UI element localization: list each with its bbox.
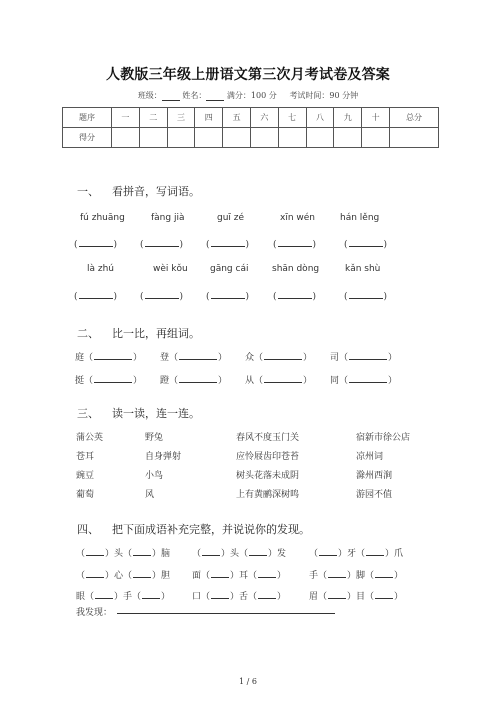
match-item[interactable]: 凉州词	[356, 452, 384, 462]
section2-number: 二、	[77, 327, 99, 340]
match-item[interactable]: 宿新市徐公店	[356, 433, 411, 443]
header-info	[0, 90, 496, 101]
match-item[interactable]: 风	[145, 490, 155, 500]
score-input-cell[interactable]	[362, 128, 390, 148]
pinyin: gāng cái	[210, 264, 249, 274]
answer-box[interactable]: ( )	[140, 292, 184, 302]
score-table-header-row	[63, 108, 439, 128]
answer-box[interactable]: ( )	[344, 292, 388, 302]
section2-heading	[77, 325, 200, 341]
section4-heading	[77, 521, 310, 537]
pinyin: xīn wén	[280, 213, 315, 223]
pinyin: là zhú	[87, 264, 115, 274]
page-number: 1 / 6	[239, 677, 257, 686]
match-item[interactable]: 葡萄	[76, 490, 95, 500]
compare-item[interactable]: 众（ ）	[245, 353, 313, 363]
match-item[interactable]: 小鸟	[145, 471, 164, 481]
score-table	[62, 107, 439, 148]
answer-box[interactable]: ( )	[74, 292, 118, 302]
score-input-cell[interactable]	[390, 128, 439, 148]
idiom-blank[interactable]: 眉（ ）目（ ）	[309, 592, 404, 602]
compare-item[interactable]: 挺（ ）	[75, 376, 143, 386]
match-item[interactable]: 应怜屐齿印苍苔	[236, 452, 300, 462]
score-table-score-row	[63, 128, 439, 148]
match-item[interactable]: 蒲公英	[76, 433, 104, 443]
match-item[interactable]: 树头花落未成阴	[236, 471, 300, 481]
pinyin: fàng jià	[151, 213, 185, 223]
pinyin: hán lěng	[340, 213, 380, 223]
answer-box[interactable]: ( )	[273, 240, 317, 250]
idiom-blank[interactable]: 口（ ）舌（ ）	[192, 592, 287, 602]
score-cell: 总分	[390, 108, 439, 128]
score-input-cell[interactable]	[306, 128, 334, 148]
discovery-answer-line[interactable]	[117, 613, 335, 614]
score-cell: 七	[278, 108, 306, 128]
answer-box[interactable]: ( )	[206, 292, 250, 302]
score-cell: 五	[223, 108, 251, 128]
idiom-blank[interactable]: （ ）牙（ ）爪	[309, 549, 404, 559]
section4-title: 把下面成语补充完整，并说说你的发现。	[112, 523, 310, 536]
score-cell: 一	[112, 108, 140, 128]
discovery-label: 我发现：	[76, 608, 113, 618]
pinyin: kǎn shù	[345, 264, 381, 274]
exam-time: 考试时间：90 分钟	[289, 91, 359, 100]
score-input-cell[interactable]	[167, 128, 195, 148]
class-blank[interactable]	[162, 91, 180, 101]
compare-item[interactable]: 登（ ）	[160, 353, 228, 363]
answer-box[interactable]: ( )	[74, 240, 118, 250]
score-cell: 题序	[63, 108, 112, 128]
answer-box[interactable]: ( )	[273, 292, 317, 302]
score-cell: 三	[167, 108, 195, 128]
compare-item[interactable]: 司（ ）	[330, 353, 398, 363]
score-cell: 二	[139, 108, 167, 128]
match-item[interactable]: 野兔	[145, 433, 164, 443]
answer-box[interactable]: ( )	[140, 240, 184, 250]
section1-heading	[77, 183, 200, 199]
compare-item[interactable]: 从（ ）	[245, 376, 313, 386]
idiom-blank[interactable]: （ ）心（ ）胆	[76, 571, 171, 581]
page-title: 人教版三年级上册语文第三次月考试卷及答案	[106, 67, 390, 83]
match-item[interactable]: 豌豆	[76, 471, 95, 481]
section1-title: 看拼音，写词语。	[112, 185, 200, 198]
idiom-blank[interactable]: （ ）头（ ）发	[192, 549, 287, 559]
full-score: 满分：100 分	[226, 91, 277, 100]
pinyin: shān dòng	[272, 264, 320, 274]
score-input-cell[interactable]	[250, 128, 278, 148]
score-cell: 九	[334, 108, 362, 128]
pinyin: wèi kǒu	[153, 264, 188, 274]
pinyin: guī zé	[217, 213, 245, 223]
idiom-blank[interactable]: 眼（ ）手（ ）	[76, 592, 171, 602]
compare-item[interactable]: 同（ ）	[330, 376, 398, 386]
compare-item[interactable]: 蹬（ ）	[160, 376, 228, 386]
score-input-cell[interactable]	[334, 128, 362, 148]
match-item[interactable]: 游园不值	[356, 490, 393, 500]
idiom-blank[interactable]: 手（ ）脚（ ）	[309, 571, 404, 581]
score-input-cell[interactable]	[139, 128, 167, 148]
match-item[interactable]: 自身弹射	[145, 452, 182, 462]
score-input-cell[interactable]	[278, 128, 306, 148]
match-item[interactable]: 苍耳	[76, 452, 95, 462]
answer-box[interactable]: ( )	[344, 240, 388, 250]
section3-heading	[77, 405, 200, 421]
name-blank[interactable]	[206, 91, 224, 101]
match-item[interactable]: 滁州西涧	[356, 471, 393, 481]
score-row-label: 得分	[63, 128, 112, 148]
match-item[interactable]: 上有黄鹂深树鸣	[236, 490, 300, 500]
section4-number: 四、	[77, 523, 99, 536]
score-cell: 四	[195, 108, 223, 128]
class-label: 班级：	[137, 91, 162, 100]
name-label: 姓名：	[182, 91, 207, 100]
pinyin: fú zhuāng	[80, 213, 125, 223]
compare-item[interactable]: 庭（ ）	[75, 353, 143, 363]
section3-number: 三、	[77, 407, 99, 420]
score-cell: 十	[362, 108, 390, 128]
idiom-blank[interactable]: 面（ ）耳（ ）	[192, 571, 287, 581]
score-input-cell[interactable]	[112, 128, 140, 148]
score-cell: 八	[306, 108, 334, 128]
score-cell: 六	[250, 108, 278, 128]
section2-title: 比一比，再组词。	[112, 327, 200, 340]
idiom-blank[interactable]: （ ）头（ ）脑	[76, 549, 171, 559]
match-item[interactable]: 春风不度玉门关	[236, 433, 300, 443]
score-input-cell[interactable]	[195, 128, 223, 148]
section1-number: 一、	[77, 185, 99, 198]
score-input-cell[interactable]	[223, 128, 251, 148]
answer-box[interactable]: ( )	[206, 240, 250, 250]
section3-title: 读一读，连一连。	[112, 407, 200, 420]
